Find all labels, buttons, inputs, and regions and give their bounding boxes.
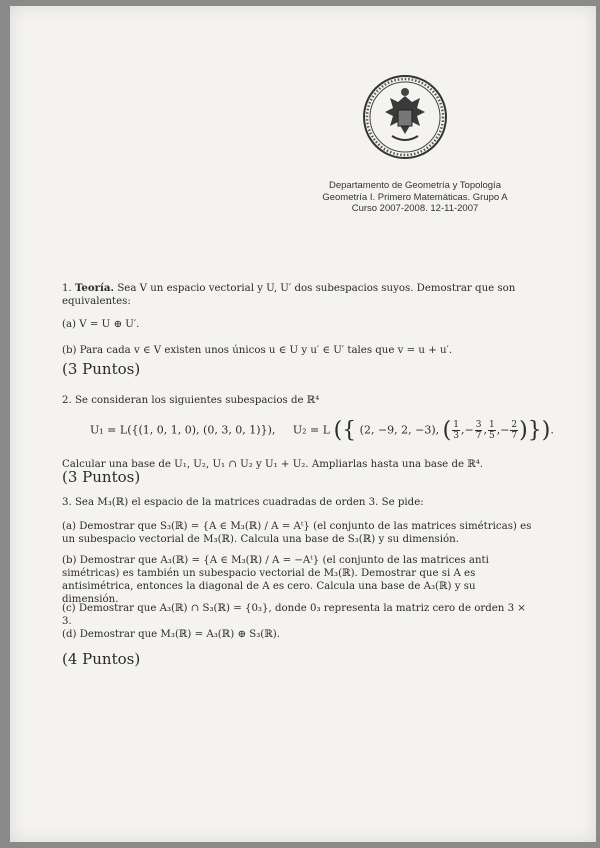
- q1-title: Teoría.: [74, 282, 115, 294]
- q2-task: Calcular una base de U₁, U₂, U₁ ∩ U₂ y U₁ + U₂. Ampliarlas hasta una base de ℝ⁴.: [62, 459, 484, 470]
- q1-points: (3 Puntos): [62, 360, 141, 378]
- q3-item-c: (c) Demostrar que A₃(ℝ) ∩ S₃(ℝ) = {0₃}, donde 0₃ representa la matriz cero de orden 3 × 3.: [62, 603, 526, 627]
- q2-subspaces-equation: U₁ = L({(1, 0, 1, 0), (0, 3, 0, 1)}), U₂ = L ({ (2, −9, 2, −3), ( $\frac{1}{3}$ ,− $\frac{3}{7}$ , $\frac{1}{5}$ ,− $\frac{2}{7}$ )}).: [90, 418, 554, 443]
- q2-frac-1: $\frac{1}{3}$: [453, 420, 459, 441]
- q1-text: Sea V un espacio vectorial y U, U′ dos subespacios suyos. Demostrar que son equivalentes:: [62, 283, 516, 307]
- department-header: [310, 180, 520, 215]
- header-line-3: Curso 2007-2008. 12-11-2007: [351, 203, 479, 214]
- q2-brace-open: {: [342, 418, 357, 443]
- q2-frac-3: $\frac{1}{5}$: [488, 420, 495, 441]
- q2-paren-close: ): [541, 418, 551, 443]
- q1-item-a: (a) V = U ⊕ U′.: [62, 319, 140, 330]
- exam-page: [10, 6, 596, 842]
- q2-intro: 2. Se consideran los siguientes subespacios de ℝ⁴: [62, 395, 320, 406]
- q2-u2-close: ): [519, 418, 528, 443]
- header-line-2: Geometría I. Primero Matemáticas. Grupo A: [322, 191, 508, 203]
- q3-points: (4 Puntos): [62, 650, 141, 668]
- header-line-1: Departamento de Geometría y Topología: [329, 180, 501, 191]
- q2-frac-4: $\frac{2}{7}$: [511, 420, 518, 441]
- q2-u2-v1: (2, −9, 2, −3),: [359, 423, 440, 437]
- q2-period: .: [550, 423, 554, 437]
- q2-u1: U₁ = L({(1, 0, 1, 0), (0, 3, 0, 1)}),: [90, 423, 276, 437]
- q2-u2-start: U₂ = L: [292, 423, 331, 437]
- q3-intro: 3. Sea M₃(ℝ) el espacio de la matrices cuadradas de orden 3. Se pide:: [62, 497, 424, 508]
- university-seal-icon: [362, 74, 448, 160]
- q2-u2-open: (: [442, 418, 452, 443]
- q1-item-b: (b) Para cada v ∈ V existen unos únicos u ∈ U y u′ ∈ U′ tales que v = u + u′.: [62, 345, 453, 356]
- q2-paren-open: (: [333, 418, 343, 443]
- q2-frac-2: $\frac{3}{7}$: [475, 420, 482, 441]
- q3-item-d: (d) Demostrar que M₃(ℝ) = A₃(ℝ) ⊕ S₃(ℝ).: [62, 629, 280, 640]
- q1-number: 1.: [62, 283, 72, 294]
- q3-item-b: (b) Demostrar que A₃(ℝ) = {A ∈ M₃(ℝ) / A = −Aᵗ} (el conjunto de las matrices anti simétricas) es también un subespacio vectorial de M₃(ℝ). Demostrar que si A es antisimétrica, entonces la diagonal de A es cero. Calcula una base de A₃(ℝ) y su dimensión.: [62, 555, 489, 605]
- q2-brace-close: }: [527, 418, 542, 443]
- q3-item-a: (a) Demostrar que S₃(ℝ) = {A ∈ M₃(ℝ) / A = Aᵗ} (el conjunto de las matrices simétricas) es un subespacio vectorial de M₃(ℝ). Calcula una base de S₃(ℝ) y su dimensión.: [62, 521, 532, 545]
- q1-intro: [62, 282, 532, 308]
- q2-points: (3 Puntos): [62, 468, 141, 486]
